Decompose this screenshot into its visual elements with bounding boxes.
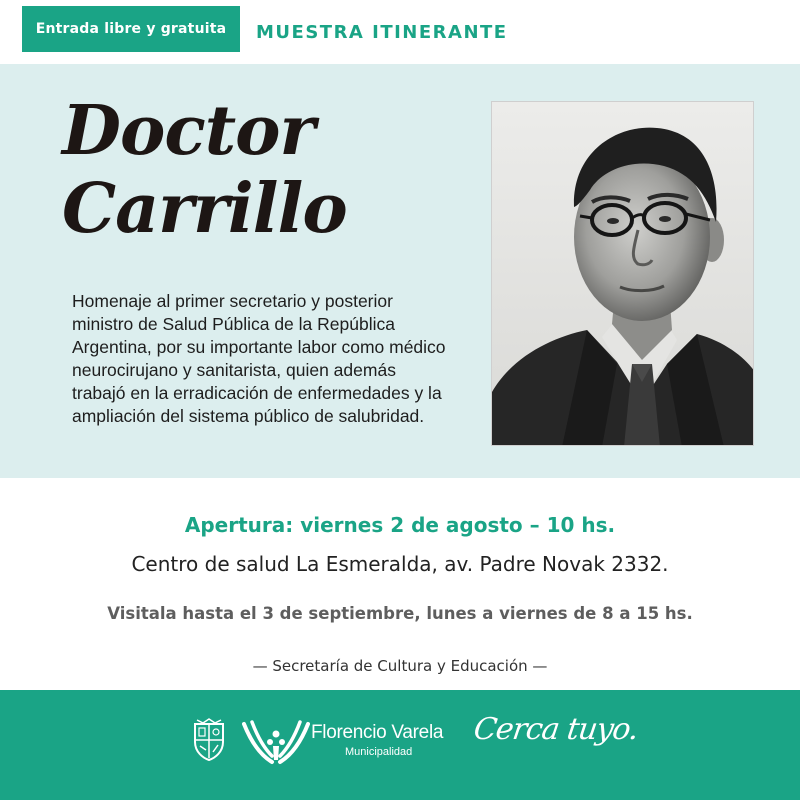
portrait-illustration — [492, 102, 754, 446]
hero-description: Homenaje al primer secretario y posterior ministro de Salud Pública de la República Argentina, por su importante labor como médico neurocirujano y sanitarista, quien además trabajó en la erradicación de enfermedades y la ampliación del sistema público de salubridad. — [72, 291, 446, 426]
visiting-hours: Visitala hasta el 3 de septiembre, lunes a viernes de 8 a 15 hs. — [107, 604, 693, 623]
opening-date: Apertura: viernes 2 de agosto – 10 hs. — [184, 513, 616, 537]
municipal-crest-icon — [191, 718, 227, 762]
top-bar — [0, 0, 800, 64]
florencio-varela-logo-icon — [242, 716, 310, 766]
portrait-photo — [491, 101, 754, 446]
exhibition-subtitle: MUESTRA ITINERANTE — [256, 22, 508, 43]
slogan: Cerca tuyo. — [471, 712, 641, 747]
municipality-name: Florencio Varela — [311, 722, 444, 743]
organizer-credit: — Secretaría de Cultura y Educación — — [252, 657, 548, 675]
free-entry-badge: Entrada libre y gratuita — [22, 6, 240, 52]
title-line-2: Carrillo — [62, 169, 347, 249]
venue-address: Centro de salud La Esmeralda, av. Padre Novak 2332. — [131, 552, 669, 576]
title-line-1: Doctor — [62, 91, 315, 171]
page-title — [62, 92, 462, 248]
municipality-label: Municipalidad — [345, 746, 413, 758]
footer-band — [0, 690, 800, 800]
